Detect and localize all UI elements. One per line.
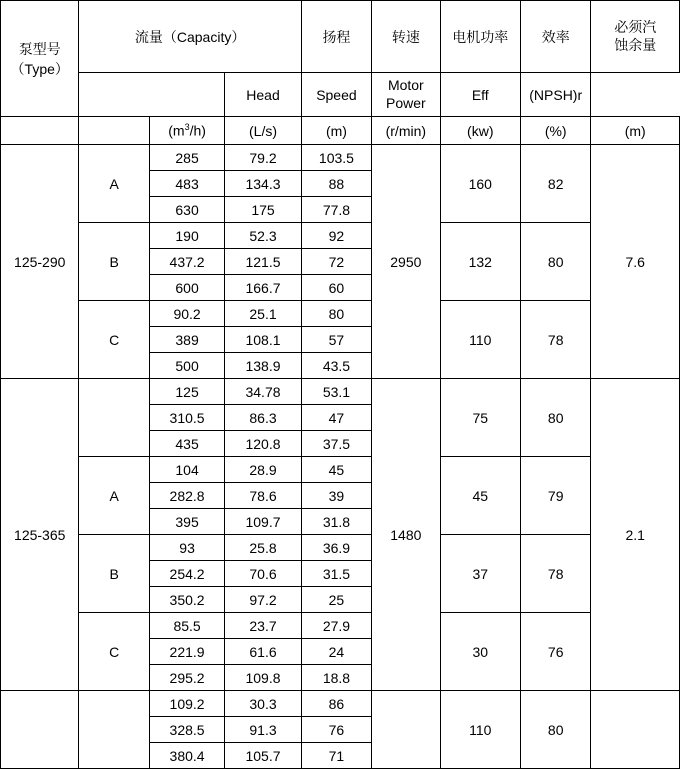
cell-capacity-m3h: 285 xyxy=(149,145,224,171)
cell-npsh: 2.1 xyxy=(591,379,680,691)
unit-npsh: (m) xyxy=(591,117,680,145)
cell-type: B xyxy=(79,535,149,613)
table-header-row-units xyxy=(1,117,680,145)
cell-capacity-m3h: 125 xyxy=(149,379,224,405)
cell-head: 24 xyxy=(301,639,371,665)
cell-speed: 1480 xyxy=(372,379,440,691)
unit-motor-power: (kw) xyxy=(440,117,520,145)
cell-efficiency: 79 xyxy=(521,457,591,535)
cell-capacity-m3h: 483 xyxy=(149,171,224,197)
unit-capacity-ls: (L/s) xyxy=(225,117,301,145)
header-capacity: 流量（Capacity） xyxy=(79,1,301,73)
cell-motor-power: 110 xyxy=(440,691,520,769)
cell-capacity-m3h: 295.2 xyxy=(149,665,224,691)
cell-capacity-ls: 79.2 xyxy=(225,145,301,171)
cell-capacity-m3h: 350.2 xyxy=(149,587,224,613)
cell-model xyxy=(1,691,79,769)
header-head-cn: 扬程 xyxy=(301,1,371,73)
cell-motor-power: 160 xyxy=(440,145,520,223)
cell-capacity-m3h: 190 xyxy=(149,223,224,249)
header-motor-power-cn: 电机功率 xyxy=(440,1,520,73)
table-row xyxy=(1,691,680,717)
unit-head: (m) xyxy=(301,117,371,145)
cell-npsh xyxy=(591,691,680,769)
cell-head: 80 xyxy=(301,301,371,327)
cell-head: 53.1 xyxy=(301,379,371,405)
cell-capacity-m3h: 221.9 xyxy=(149,639,224,665)
cell-capacity-ls: 86.3 xyxy=(225,405,301,431)
cell-capacity-ls: 175 xyxy=(225,197,301,223)
header-motor-en-line1: Motor xyxy=(387,77,424,93)
cell-efficiency: 78 xyxy=(521,535,591,613)
cell-capacity-ls: 134.3 xyxy=(225,171,301,197)
cell-head: 36.9 xyxy=(301,535,371,561)
header-speed-cn: 转速 xyxy=(372,1,440,73)
cell-capacity-m3h: 600 xyxy=(149,275,224,301)
header-units-blank-type xyxy=(79,117,149,145)
cell-capacity-ls: 120.8 xyxy=(225,431,301,457)
cell-capacity-m3h: 437.2 xyxy=(149,249,224,275)
cell-head: 92 xyxy=(301,223,371,249)
cell-capacity-ls: 70.6 xyxy=(225,561,301,587)
cell-head: 47 xyxy=(301,405,371,431)
cell-capacity-m3h: 380.4 xyxy=(149,743,224,769)
cell-capacity-ls: 61.6 xyxy=(225,639,301,665)
cell-type xyxy=(79,379,149,457)
table-row xyxy=(1,145,680,171)
cell-head: 60 xyxy=(301,275,371,301)
cell-capacity-ls: 52.3 xyxy=(225,223,301,249)
cell-capacity-ls: 25.1 xyxy=(225,301,301,327)
cell-capacity-ls: 121.5 xyxy=(225,249,301,275)
cell-capacity-m3h: 93 xyxy=(149,535,224,561)
cell-capacity-m3h: 282.8 xyxy=(149,483,224,509)
header-efficiency-cn: 效率 xyxy=(521,1,591,73)
cell-capacity-ls: 166.7 xyxy=(225,275,301,301)
header-capacity-blank xyxy=(79,73,225,117)
table-row xyxy=(1,535,680,561)
cell-capacity-ls: 34.78 xyxy=(225,379,301,405)
cell-capacity-m3h: 310.5 xyxy=(149,405,224,431)
cell-capacity-m3h: 254.2 xyxy=(149,561,224,587)
header-head-en: Head xyxy=(225,73,301,117)
cell-efficiency: 80 xyxy=(521,223,591,301)
cell-capacity-ls: 23.7 xyxy=(225,613,301,639)
cell-type: A xyxy=(79,457,149,535)
table-row xyxy=(1,379,680,405)
cell-head: 31.8 xyxy=(301,509,371,535)
cell-motor-power: 37 xyxy=(440,535,520,613)
cell-head: 72 xyxy=(301,249,371,275)
cell-efficiency: 78 xyxy=(521,301,591,379)
cell-capacity-m3h: 500 xyxy=(149,353,224,379)
cell-type: C xyxy=(79,301,149,379)
header-motor-power-en xyxy=(372,73,440,117)
header-speed-en: Speed xyxy=(301,73,371,117)
cell-model: 125-290 xyxy=(1,145,79,379)
cell-head: 18.8 xyxy=(301,665,371,691)
header-npsh-cn xyxy=(591,1,680,73)
cell-head: 77.8 xyxy=(301,197,371,223)
table-row xyxy=(1,457,680,483)
cell-head: 43.5 xyxy=(301,353,371,379)
header-model: 泵型号（Type） xyxy=(1,1,79,117)
cell-head: 39 xyxy=(301,483,371,509)
unit-speed: (r/min) xyxy=(372,117,440,145)
header-npsh-cn-line2: 蚀余量 xyxy=(614,36,657,53)
cell-capacity-ls: 105.7 xyxy=(225,743,301,769)
table-header-row-cn xyxy=(1,1,680,73)
cell-head: 45 xyxy=(301,457,371,483)
cell-motor-power: 132 xyxy=(440,223,520,301)
unit-efficiency: (%) xyxy=(521,117,591,145)
table-header-row-en xyxy=(1,73,680,117)
cell-capacity-ls: 30.3 xyxy=(225,691,301,717)
cell-type: C xyxy=(79,613,149,691)
cell-model: 125-365 xyxy=(1,379,79,691)
cell-head: 76 xyxy=(301,717,371,743)
cell-capacity-ls: 109.7 xyxy=(225,509,301,535)
cell-motor-power: 110 xyxy=(440,301,520,379)
header-npsh-cn-line1: 必须汽 xyxy=(614,19,657,35)
cell-head: 86 xyxy=(301,691,371,717)
cell-efficiency: 82 xyxy=(521,145,591,223)
header-efficiency-en: Eff xyxy=(440,73,520,117)
cell-capacity-ls: 109.8 xyxy=(225,665,301,691)
cell-efficiency: 80 xyxy=(521,379,591,457)
cell-motor-power: 30 xyxy=(440,613,520,691)
cell-capacity-m3h: 389 xyxy=(149,327,224,353)
cell-head: 88 xyxy=(301,171,371,197)
cell-capacity-m3h: 90.2 xyxy=(149,301,224,327)
cell-capacity-ls: 138.9 xyxy=(225,353,301,379)
cell-capacity-ls: 91.3 xyxy=(225,717,301,743)
cell-capacity-m3h: 109.2 xyxy=(149,691,224,717)
cell-efficiency: 80 xyxy=(521,691,591,769)
unit-capacity-m3h: $(m^3/h)$ xyxy=(149,117,224,145)
cell-capacity-m3h: 435 xyxy=(149,431,224,457)
cell-head: 25 xyxy=(301,587,371,613)
cell-type xyxy=(79,691,149,769)
cell-head: 71 xyxy=(301,743,371,769)
cell-head: 37.5 xyxy=(301,431,371,457)
cell-capacity-m3h: 328.5 xyxy=(149,717,224,743)
cell-type: A xyxy=(79,145,149,223)
table-row xyxy=(1,223,680,249)
cell-capacity-ls: 108.1 xyxy=(225,327,301,353)
cell-head: 27.9 xyxy=(301,613,371,639)
table-row xyxy=(1,613,680,639)
cell-capacity-ls: 97.2 xyxy=(225,587,301,613)
header-units-blank-model xyxy=(1,117,79,145)
cell-capacity-m3h: 104 xyxy=(149,457,224,483)
cell-capacity-m3h: 85.5 xyxy=(149,613,224,639)
cell-head: 31.5 xyxy=(301,561,371,587)
cell-head: 103.5 xyxy=(301,145,371,171)
cell-speed: 2950 xyxy=(372,145,440,379)
cell-capacity-m3h: 395 xyxy=(149,509,224,535)
header-npsh-en: (NPSH)r xyxy=(521,73,591,117)
cell-capacity-ls: 25.8 xyxy=(225,535,301,561)
cell-head: 57 xyxy=(301,327,371,353)
cell-npsh: 7.6 xyxy=(591,145,680,379)
cell-motor-power: 75 xyxy=(440,379,520,457)
cell-efficiency: 76 xyxy=(521,613,591,691)
cell-speed xyxy=(372,691,440,769)
header-motor-en-line2: Power xyxy=(385,94,426,111)
table-row xyxy=(1,301,680,327)
cell-capacity-ls: 78.6 xyxy=(225,483,301,509)
cell-capacity-ls: 28.9 xyxy=(225,457,301,483)
cell-type: B xyxy=(79,223,149,301)
cell-capacity-m3h: 630 xyxy=(149,197,224,223)
cell-motor-power: 45 xyxy=(440,457,520,535)
